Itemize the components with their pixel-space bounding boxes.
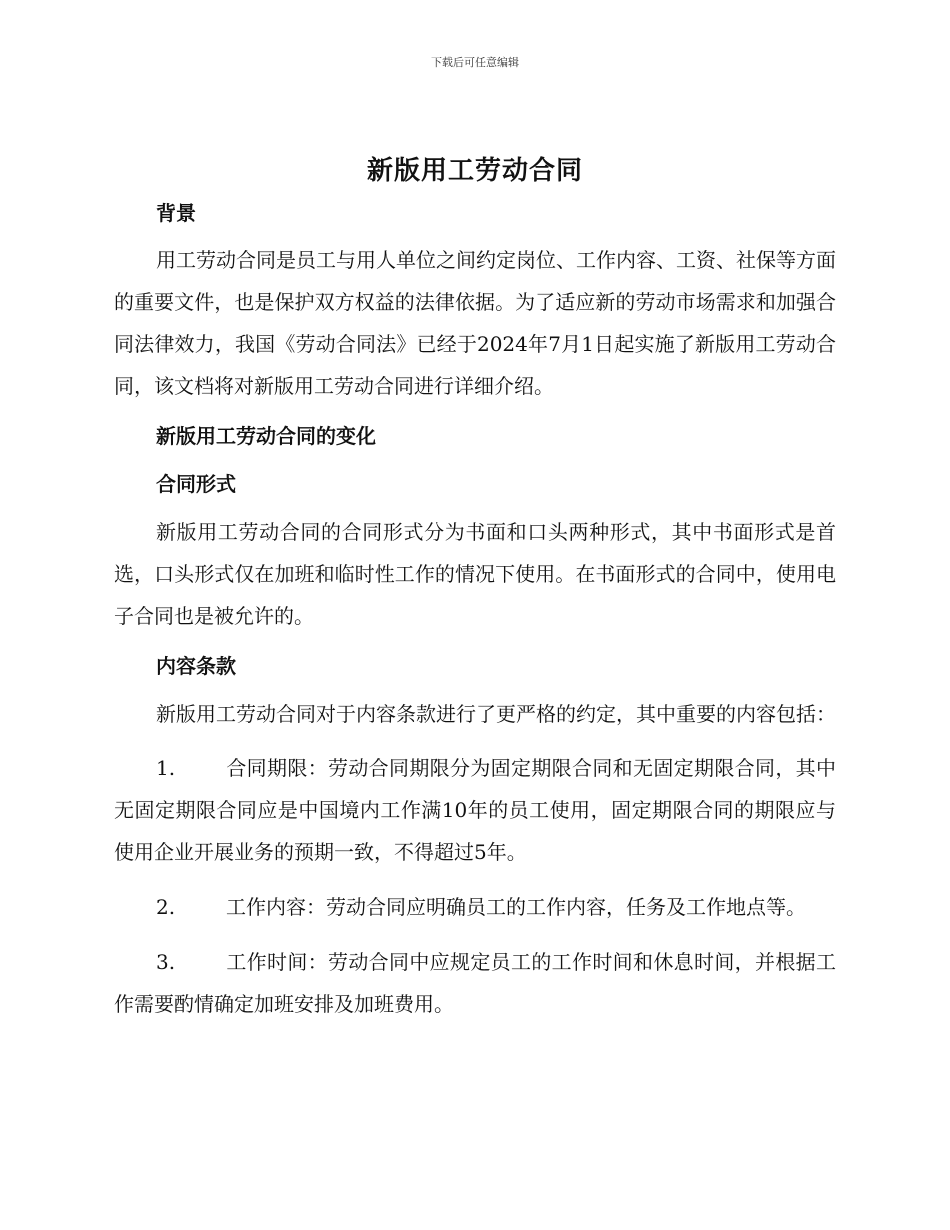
clauses-heading: 内容条款 bbox=[156, 654, 236, 678]
header-note: 下载后可任意编辑 bbox=[431, 56, 519, 69]
document-body bbox=[114, 188, 836, 1025]
list-item bbox=[114, 886, 836, 928]
document-title: 新版用工劳动合同 bbox=[366, 156, 583, 186]
clauses-intro: 新版用工劳动合同对于内容条款进行了更严格的约定，其中重要的内容包括： bbox=[156, 702, 836, 726]
form-paragraph: 新版用工劳动合同的合同形式分为书面和口头两种形式，其中书面形式是首选，口头形式仅在加班和临时性工作的情况下使用。在书面形式的合同中，使用电子合同也是被允许的。 bbox=[114, 520, 836, 628]
changes-heading: 新版用工劳动合同的变化 bbox=[156, 424, 376, 448]
background-heading: 背景 bbox=[156, 201, 196, 225]
list-item bbox=[114, 941, 836, 1025]
list-item-number: 3. bbox=[156, 950, 176, 974]
list-item-text: 工作内容：劳动合同应明确员工的工作内容，任务及工作地点等。 bbox=[226, 895, 806, 919]
list-item-number: 1. bbox=[156, 756, 176, 780]
list-item-number: 2. bbox=[156, 895, 176, 919]
list-item bbox=[114, 747, 836, 873]
list-item-text: 合同期限：劳动合同期限分为固定期限合同和无固定期限合同，其中无固定期限合同应是中国境内工作满10年的员工使用，固定期限合同的期限应与使用企业开展业务的预期一致，不得超过5年。 bbox=[114, 756, 836, 864]
list-item-text: 工作时间：劳动合同中应规定员工的工作时间和休息时间，并根据工作需要酌情确定加班安排及加班费用。 bbox=[114, 950, 836, 1016]
form-heading: 合同形式 bbox=[156, 472, 236, 496]
background-paragraph: 用工劳动合同是员工与用人单位之间约定岗位、工作内容、工资、社保等方面的重要文件，也是保护双方权益的法律依据。为了适应新的劳动市场需求和加强合同法律效力，我国《劳动合同法》已经于2024年7月1日起实施了新版用工劳动合同，该文档将对新版用工劳动合同进行详细介绍。 bbox=[114, 248, 836, 398]
